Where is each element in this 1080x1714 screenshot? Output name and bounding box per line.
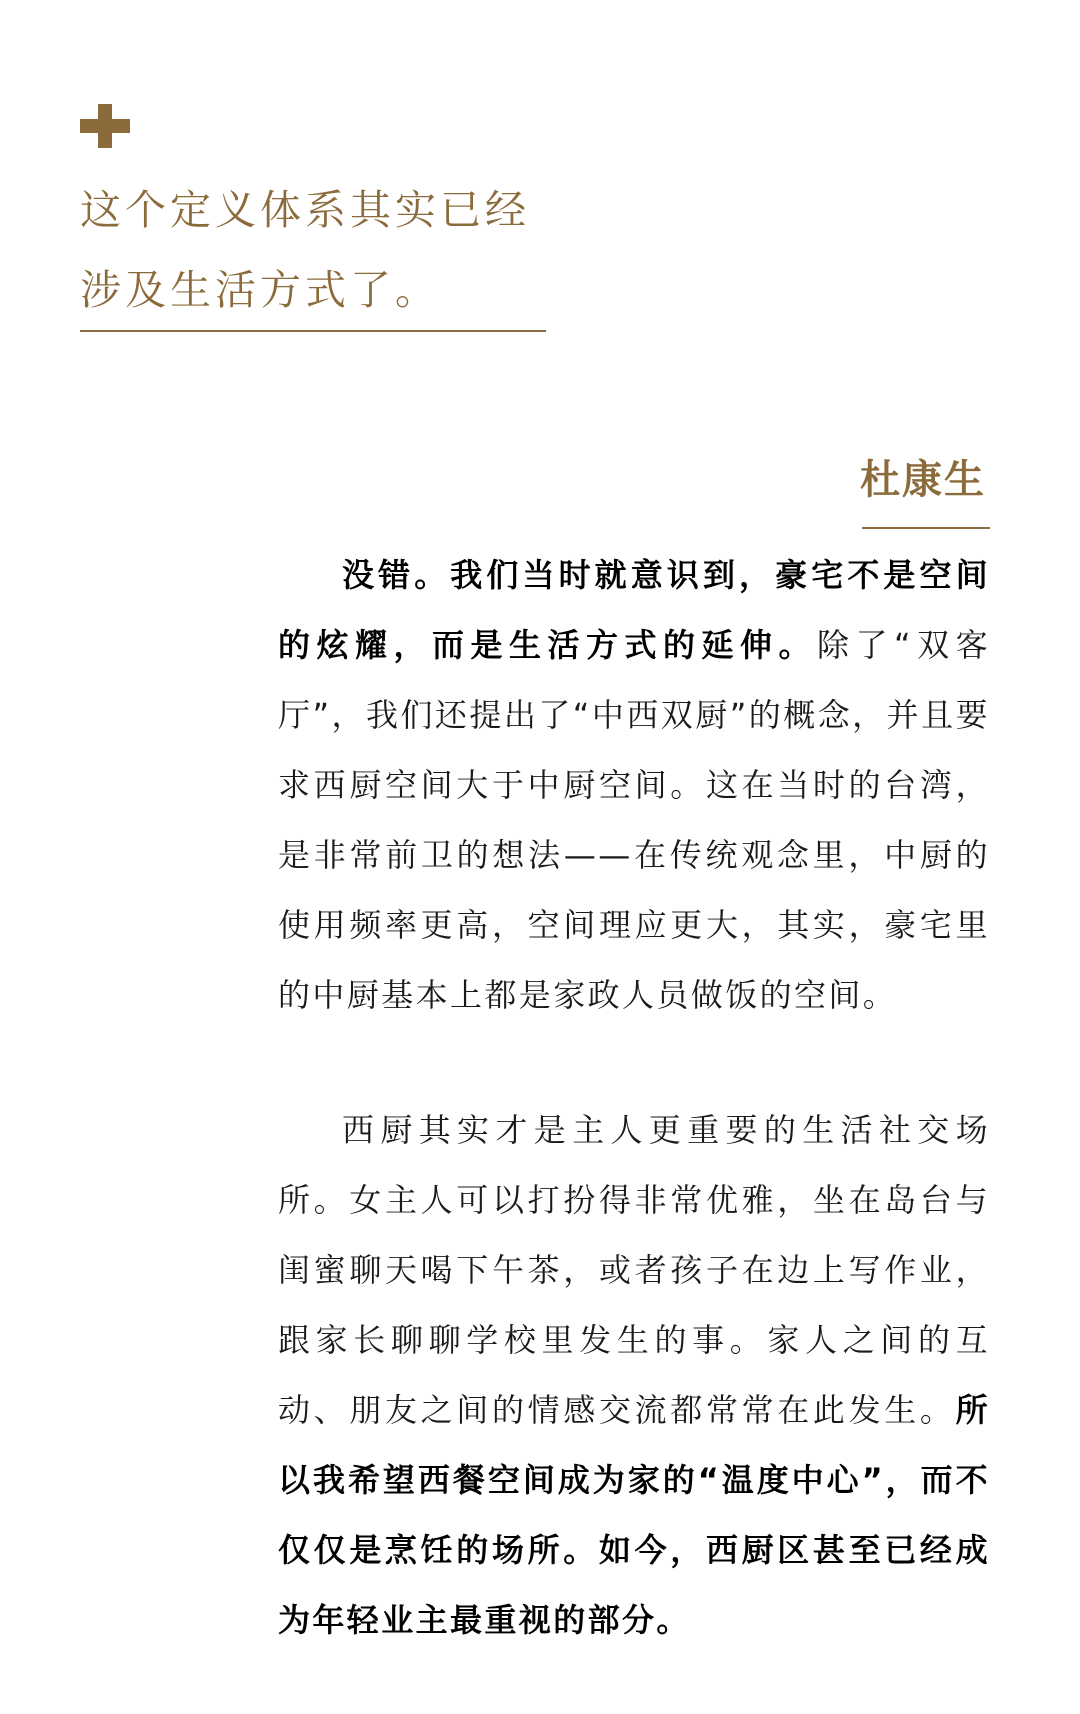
answer-paragraph-2-body: 西厨其实才是主人更重要的生活社交场所。女主人可以打扮得非常优雅，坐在岛台与闺蜜聊天喝下午茶，或者孩子在边上写作业，跟家长聊聊学校里发生的事。家人之间的互动、朋友之间的情感交流都常常在此发生。 (278, 1111, 990, 1429)
answer-paragraph-1-bold-lead: 没错。我们当时就意识到，豪宅不是空间的炫耀，而是生活方式的延伸。 (278, 556, 990, 664)
answer-paragraph-2 (278, 1095, 990, 1655)
plus-icon (80, 104, 130, 148)
speaker-name: 杜康生 (860, 457, 986, 503)
answer-paragraph-1-body: 除了“双客厅”，我们还提出了“中西双厨”的概念，并且要求西厨空间大于中厨空间。这在当时的台湾，是非常前卫的想法——在传统观念里，中厨的使用频率更高，空间理应更大，其实，豪宅里的中厨基本上都是家政人员做饭的空间。 (278, 626, 990, 1014)
speaker-divider (862, 527, 990, 529)
question-divider (80, 330, 546, 332)
question-heading: 这个定义体系其实已经涉及生活方式了。 (80, 186, 530, 314)
answer-paragraph-2-bold-tail: 所以我希望西餐空间成为家的“温度中心”，而不仅仅是烹饪的场所。如今，西厨区甚至已经成为年轻业主最重视的部分。 (278, 1391, 990, 1639)
answer-paragraph-1 (278, 540, 990, 1030)
